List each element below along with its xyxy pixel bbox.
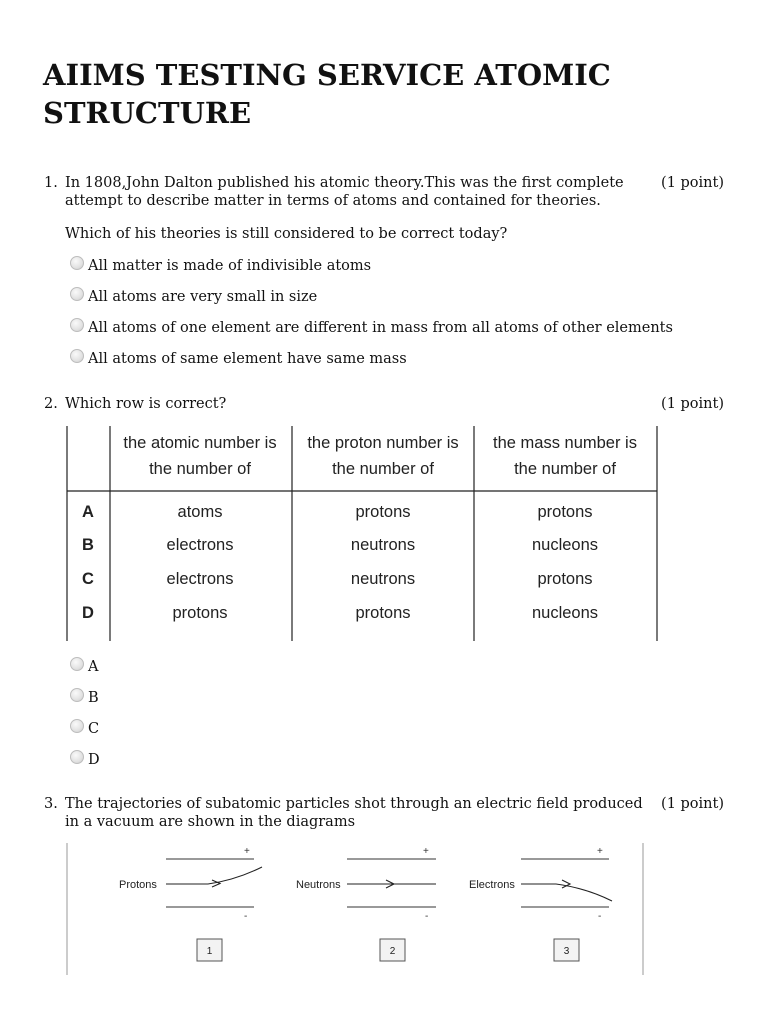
question-number: 3. [44,796,58,812]
particle-label: Electrons [469,879,515,891]
table-cell: neutrons [350,570,416,588]
table-cell: electrons [166,570,234,588]
option-label: C [88,721,100,737]
q1-option-3[interactable] [70,320,673,336]
header-mass-line2: the number of [514,460,616,478]
radio-button[interactable] [70,287,84,301]
option-label: D [88,752,100,768]
table-cell: protons [355,604,411,622]
radio-button[interactable] [70,349,84,363]
radio-button[interactable] [70,318,84,332]
question-number: 2. [44,396,58,412]
trajectory-diagram [66,843,646,975]
header-proton-line2: the number of [332,460,434,478]
q2-option-d[interactable] [70,752,100,768]
header-atomic-line2: the number of [149,460,251,478]
radio-button[interactable] [70,719,84,733]
row-label: B [82,536,94,554]
table-cell: electrons [166,536,234,554]
header-mass-line1: the mass number is [493,434,637,452]
q2-option-c[interactable] [70,721,99,737]
table-cell: nucleons [531,604,599,622]
question-points: (1 point) [661,396,724,412]
positive-plate-sign: + [597,846,603,857]
option-label: B [88,690,99,706]
neutrons-panel [296,846,436,961]
question-number: 1. [44,175,58,191]
page-title: AIIMS TESTING SERVICE ATOMIC STRUCTURE [43,58,611,130]
option-label: All atoms are very small in size [88,289,318,305]
header-atomic-line1: the atomic number is [123,434,277,452]
row-label: A [82,503,94,521]
negative-plate-sign: - [598,911,602,922]
question-text: Which row is correct? [65,396,227,412]
negative-plate-sign: - [425,911,429,922]
protons-panel [119,846,262,961]
question-1-prompt: Which of his theories is still considered to be correct today? [65,226,508,242]
table-cell: protons [537,503,593,521]
table-cell: protons [537,570,593,588]
question-points: (1 point) [661,796,724,812]
negative-plate-sign: - [244,911,248,922]
panel-number: 2 [389,946,396,957]
option-label: All atoms of one element are different in mass from all atoms of other elements [88,320,673,336]
option-label: All matter is made of indivisible atoms [88,258,372,274]
radio-button[interactable] [70,657,84,671]
q1-option-2[interactable] [70,289,317,305]
question-1 [44,174,724,214]
panel-number: 1 [206,946,213,957]
header-proton-line1: the proton number is [307,434,459,452]
q2-option-a[interactable] [70,659,98,675]
question-3 [44,795,724,835]
positive-plate-sign: + [244,846,250,857]
radio-button[interactable] [70,688,84,702]
table-cell: nucleons [531,536,599,554]
question-2 [44,395,724,415]
row-label: D [82,604,94,622]
table-cell: neutrons [350,536,416,554]
panel-number: 3 [563,946,570,957]
q2-option-b[interactable] [70,690,99,706]
question-text: The trajectories of subatomic particles shot through an electric field produced in a vacuum are shown in the diagrams [65,796,643,830]
q1-option-4[interactable] [70,351,407,367]
positive-plate-sign: + [423,846,429,857]
row-label: C [82,570,94,588]
option-label: A [88,659,99,675]
option-label: All atoms of same element have same mass [88,351,407,367]
radio-button[interactable] [70,256,84,270]
table-cell: protons [355,503,411,521]
electrons-panel [469,846,612,961]
particle-label: Protons [119,879,157,891]
table-cell: atoms [177,503,223,521]
radio-button[interactable] [70,750,84,764]
particle-label: Neutrons [296,879,341,891]
question-text: In 1808,John Dalton published his atomic theory.This was the first complete attempt to describe matter in terms of atoms and contained for theories. [65,175,624,209]
table-cell: protons [172,604,228,622]
answer-table [66,426,658,641]
question-points: (1 point) [661,175,724,191]
q1-option-1[interactable] [70,258,371,274]
